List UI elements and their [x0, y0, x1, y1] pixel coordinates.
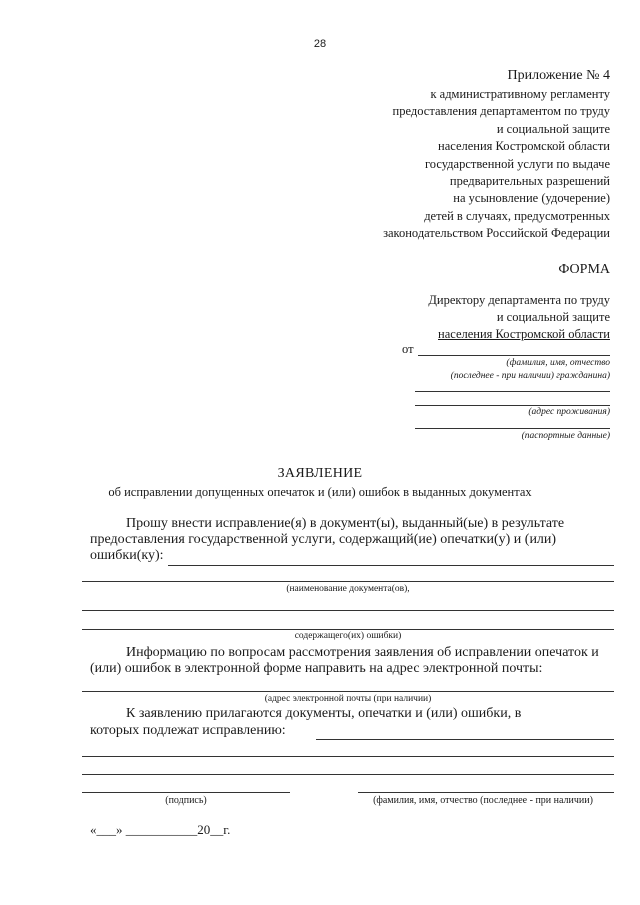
- caption-email: (адрес электронной почты (при наличии): [264, 694, 432, 704]
- addressee-line: Директору департамента по труду: [428, 293, 610, 307]
- attachments-line-2[interactable]: [82, 756, 614, 757]
- para2-line1: Информацию по вопросам рассмотрения заявления об исправлении опечаток и: [126, 645, 599, 660]
- appendix-line: предварительных разрешений: [449, 174, 610, 189]
- para1-line2: предоставления государственной услуги, содержащий(ие) опечатки(у) и (или): [90, 532, 557, 547]
- address-line[interactable]: [415, 405, 610, 406]
- appendix-line: и социальной защите: [496, 121, 610, 136]
- page-number: 28: [313, 38, 327, 50]
- caption-signature: (подпись): [165, 795, 207, 806]
- fio-line[interactable]: [358, 792, 614, 793]
- errors-input-line[interactable]: [168, 565, 614, 566]
- appendix-line: предоставления департаментом по труду: [392, 104, 610, 119]
- applicant-name-line[interactable]: [418, 355, 610, 356]
- doc-name-line[interactable]: [82, 610, 614, 611]
- passport-line[interactable]: [415, 428, 610, 429]
- form-label: ФОРМА: [558, 262, 610, 277]
- para1-line3: ошибки(ку):: [90, 548, 164, 563]
- errors-input-line-2[interactable]: [82, 581, 614, 582]
- caption-applicant-name-1: (фамилия, имя, отчество: [506, 358, 610, 368]
- attachments-line-3[interactable]: [82, 774, 614, 775]
- caption-passport: (паспортные данные): [521, 431, 610, 441]
- attachments-line[interactable]: [316, 739, 614, 740]
- appendix-line: государственной услуги по выдаче: [424, 156, 610, 171]
- caption-doc-name: (наименование документа(ов),: [286, 584, 410, 594]
- appendix-heading: Приложение № 4: [507, 68, 610, 83]
- appendix-line: к административному регламенту: [430, 87, 610, 101]
- from-label: от: [402, 342, 414, 356]
- signature-line[interactable]: [82, 792, 290, 793]
- errors-line[interactable]: [82, 629, 614, 630]
- appendix-line: на усыновление (удочерение): [453, 191, 610, 206]
- caption-address: (адрес проживания): [528, 407, 610, 417]
- para3-line1: К заявлению прилагаются документы, опечатки и (или) ошибки, в: [126, 706, 522, 721]
- para3-line2: которых подлежат исправлению:: [90, 723, 286, 738]
- addressee-line: и социальной защите: [496, 310, 610, 324]
- appendix-block: [290, 66, 610, 243]
- addressee-block: [350, 292, 610, 343]
- appendix-line: законодательством Российской Федерации: [383, 226, 610, 241]
- email-line[interactable]: [82, 691, 614, 692]
- appendix-line: населения Костромской области: [438, 139, 610, 154]
- date-line: «___» ___________20__г.: [90, 822, 231, 837]
- caption-errors: содержащего(их) ошибки): [294, 631, 402, 641]
- appendix-line: детей в случаях, предусмотренных: [424, 208, 610, 223]
- applicant-name-line-2[interactable]: [415, 391, 610, 392]
- statement-subtitle: об исправлении допущенных опечаток и (или) ошибок в выданных документах: [108, 485, 532, 499]
- caption-fio: (фамилия, имя, отчество (последнее - при наличии): [373, 795, 593, 806]
- addressee-line: населения Костромской области: [438, 327, 610, 341]
- statement-title: ЗАЯВЛЕНИЕ: [277, 466, 363, 481]
- para2-line2: (или) ошибок в электронной форме направить на адрес электронной почты:: [90, 661, 543, 676]
- caption-applicant-name-2: (последнее - при наличии) гражданина): [450, 371, 610, 381]
- para1-line1: Прошу внести исправление(я) в документ(ы), выданный(ые) в результате: [126, 516, 565, 531]
